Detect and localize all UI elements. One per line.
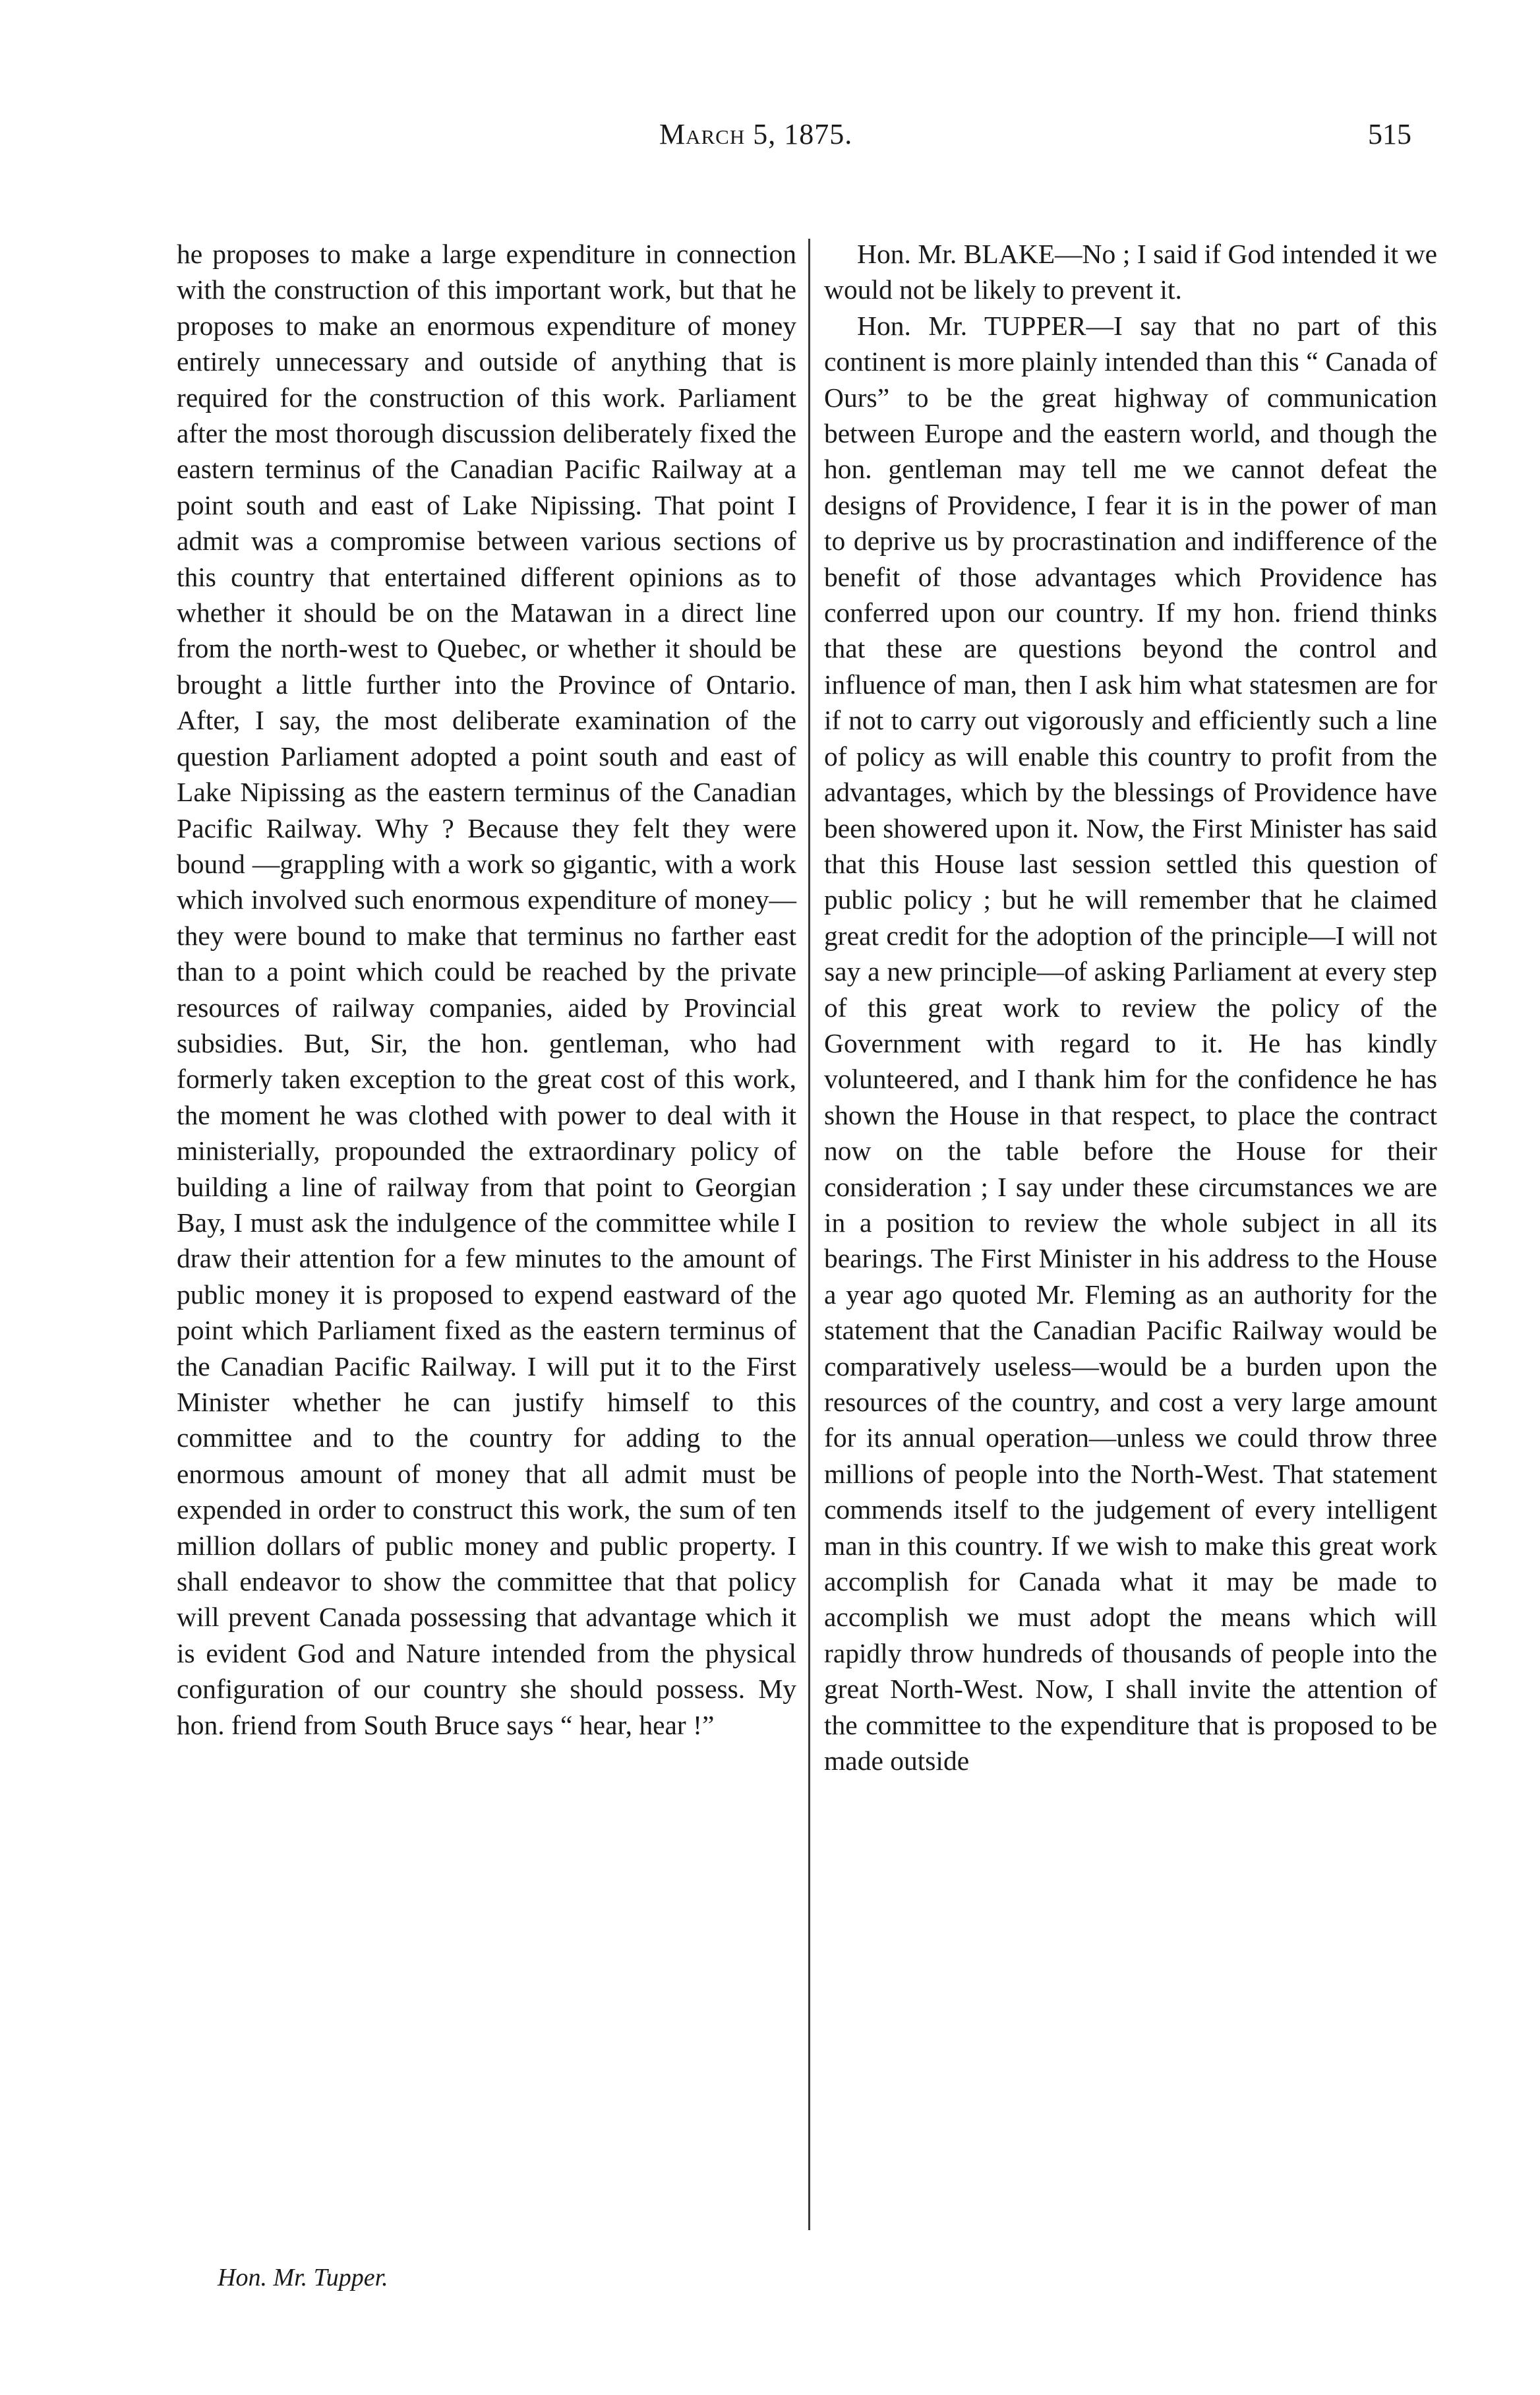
footer-speaker: Hon. Mr. Tupper. [218, 2264, 388, 2291]
page-number: 515 [1368, 118, 1411, 150]
right-paragraph-2: Hon. Mr. TUPPER—I say that no part of this continent is more plainly intended than this “ Canada of Ours” to be the great highway of communication between Europe and the eastern world, and though the hon. gentleman may tell me we cannot defeat the designs of Providence, I fear it is in the power of man to deprive us by procrastination and indifference of the benefit of those advantages which Providence has conferred upon our country. If my hon. friend thinks that these are questions beyond the control and influence of man, then I ask him what statesmen are for if not to carry out vigorously and efficiently such a line of policy as will enable this country to profit from the advantages, which by the blessings of Providence have been showered upon it. Now, the First Minister has said that this House last session settled this question of public policy ; but he will remember that he claimed great credit for the adoption of the principle—I will not say a new principle—of asking Parliament at every step of this great work to review the policy of the Government with regard to it. He has kindly volunteered, and I thank him for the confidence he has shown the House in that respect, to place the contract now on the table before the House for their consideration ; I say under these circumstances we are in a position to review the whole subject in all its bearings. The First Minister in his address to the House a year ago quoted Mr. Fleming as an authority for the statement that the Canadian Pacific Railway would be comparatively useless—would be a burden upon the resources of the country, and cost a very large amount for its annual operation—unless we could throw three millions of people into the North-West. That statement commends itself to the judgement of every intelligent man in this country. If we wish to make this great work accomplish for Canada what it may be made to accomplish we must adopt the means which will rapidly throw hundreds of thousands of people into the great North-West. Now, I shall invite the attention of the committee to the expenditure that is proposed to be made outside [824, 310, 1437, 1776]
running-header [0, 117, 1540, 157]
right-paragraph-1: Hon. Mr. BLAKE—No ; I said if God intended it we would not be likely to prevent it. [824, 239, 1437, 305]
header-date: March 5, 1875. [659, 118, 853, 150]
left-column [177, 236, 796, 1743]
right-column [824, 236, 1437, 1778]
left-paragraph-1: he proposes to make a large expenditure in connection with the construction of this important work, but that he proposes to make an enormous expenditure of money entirely unnecessary and outside of anything that is required for the construction of this work. Parliament after the most thorough discussion deliberately fixed the eastern terminus of the Canadian Pacific Railway at a point south and east of Lake Nipissing. That point I admit was a compromise between various sections of this country that entertained different opinions as to whether it should be on the Matawan in a direct line from the north-west to Quebec, or whether it should be brought a little further into the Province of Ontario. After, I say, the most deliberate examination of the question Parliament adopted a point south and east of Lake Nipissing as the eastern terminus of the Canadian Pacific Railway. Why ? Because they felt they were bound —grappling with a work so gigantic, with a work which involved such enormous expenditure of money—they were bound to make that terminus no farther east than to a point which could be reached by the private resources of railway companies, aided by Provincial subsidies. But, Sir, the hon. gentleman, who had formerly taken exception to the great cost of this work, the moment he was clothed with power to deal with it ministerially, propounded the extraordinary policy of building a line of railway from that point to Georgian Bay, I must ask the indulgence of the committee while I draw their attention for a few minutes to the amount of public money it is proposed to expend eastward of the point which Parliament fixed as the eastern terminus of the Canadian Pacific Railway. I will put it to the First Minister whether he can justify himself to this committee and to the country for adding to the enormous amount of money that all admit must be expended in order to construct this work, the sum of ten million dollars of public money and public property. I shall endeavor to show the committee that that policy will prevent Canada possessing that advantage which it is evident God and Nature intended from the physical configuration of our country she should possess. My hon. friend from South Bruce says “ hear, hear !” [177, 239, 796, 1740]
column-divider [808, 239, 810, 2230]
